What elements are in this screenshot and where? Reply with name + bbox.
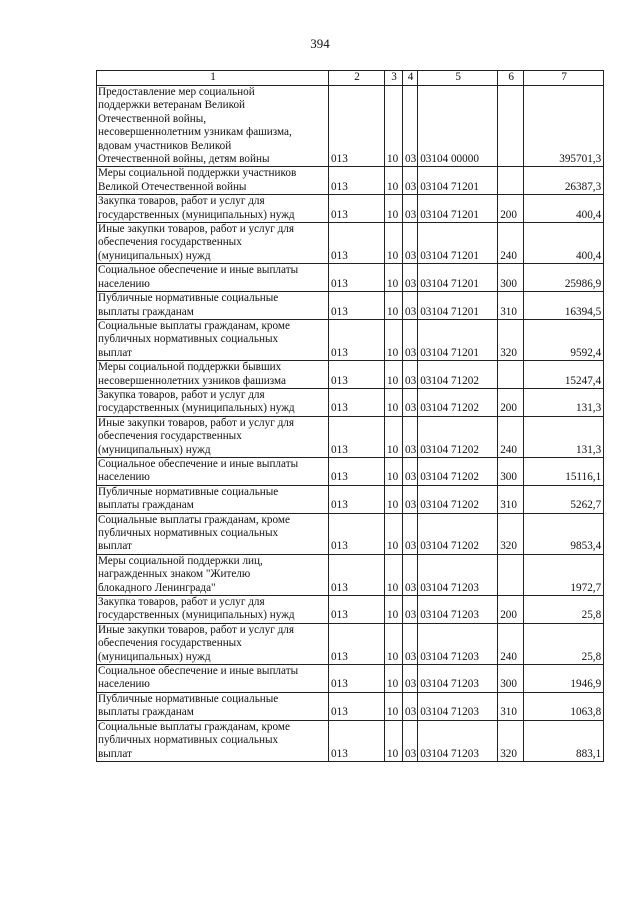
cell-ministry: 013 xyxy=(329,195,385,223)
cell-name: Закупка товаров, работ и услуг для государственных (муниципальных) нужд xyxy=(97,388,329,416)
cell-ministry: 013 xyxy=(329,554,385,595)
cell-ministry: 013 xyxy=(329,361,385,389)
table-row xyxy=(97,513,604,554)
cell-subsection: 03 xyxy=(403,388,418,416)
cell-subsection: 03 xyxy=(403,195,418,223)
cell-ministry: 013 xyxy=(329,264,385,292)
cell-amount: 26387,3 xyxy=(524,167,604,195)
cell-amount: 5262,7 xyxy=(524,485,604,513)
cell-expense-type xyxy=(498,554,524,595)
cell-name: Социальные выплаты гражданам, кроме публичных нормативных социальных выплат xyxy=(97,319,329,360)
cell-name: Социальное обеспечение и иные выплаты населению xyxy=(97,457,329,485)
cell-subsection: 03 xyxy=(403,86,418,167)
table-row xyxy=(97,195,604,223)
cell-expense-type: 200 xyxy=(498,195,524,223)
cell-expense-type: 200 xyxy=(498,596,524,624)
cell-ministry: 013 xyxy=(329,457,385,485)
cell-name: Социальное обеспечение и иные выплаты населению xyxy=(97,665,329,693)
cell-ministry: 013 xyxy=(329,513,385,554)
header-cell-name: 1 xyxy=(97,71,329,86)
budget-table xyxy=(96,70,604,762)
table-row xyxy=(97,457,604,485)
cell-expense-type: 300 xyxy=(498,264,524,292)
cell-name: Меры социальной поддержки участников Великой Отечественной войны xyxy=(97,167,329,195)
cell-amount: 400,4 xyxy=(524,223,604,264)
cell-expense-type xyxy=(498,361,524,389)
cell-ministry: 013 xyxy=(329,665,385,693)
table-row xyxy=(97,292,604,320)
cell-target: 03104 71203 xyxy=(418,623,498,664)
cell-target: 03104 71202 xyxy=(418,388,498,416)
cell-target: 03104 71203 xyxy=(418,554,498,595)
cell-target: 03104 71202 xyxy=(418,513,498,554)
cell-amount: 131,3 xyxy=(524,388,604,416)
cell-ministry: 013 xyxy=(329,485,385,513)
cell-target: 03104 71201 xyxy=(418,167,498,195)
cell-section: 10 xyxy=(385,457,403,485)
cell-name: Меры социальной поддержки лиц, награжденных знаком "Жителю блокадного Ленинграда" xyxy=(97,554,329,595)
cell-name: Меры социальной поддержки бывших несовершеннолетних узников фашизма xyxy=(97,361,329,389)
cell-amount: 25986,9 xyxy=(524,264,604,292)
cell-target: 03104 71202 xyxy=(418,485,498,513)
cell-subsection: 03 xyxy=(403,665,418,693)
table-row xyxy=(97,720,604,761)
cell-section: 10 xyxy=(385,388,403,416)
table-row xyxy=(97,416,604,457)
cell-section: 10 xyxy=(385,416,403,457)
cell-ministry: 013 xyxy=(329,292,385,320)
cell-amount: 25,8 xyxy=(524,623,604,664)
cell-name: Предоставление мер социальной поддержки ветеранам Великой Отечественной войны, несовершеннолетним узникам фашизма, вдовам участников Великой Отечественной войны, детям войны xyxy=(97,86,329,167)
cell-expense-type xyxy=(498,167,524,195)
cell-amount: 25,8 xyxy=(524,596,604,624)
cell-ministry: 013 xyxy=(329,167,385,195)
cell-expense-type: 310 xyxy=(498,292,524,320)
cell-target: 03104 71203 xyxy=(418,720,498,761)
cell-name: Иные закупки товаров, работ и услуг для обеспечения государственных (муниципальных) нужд xyxy=(97,623,329,664)
cell-expense-type: 240 xyxy=(498,623,524,664)
cell-name: Публичные нормативные социальные выплаты гражданам xyxy=(97,292,329,320)
cell-subsection: 03 xyxy=(403,513,418,554)
cell-name: Публичные нормативные социальные выплаты гражданам xyxy=(97,485,329,513)
cell-target: 03104 71201 xyxy=(418,264,498,292)
cell-amount: 16394,5 xyxy=(524,292,604,320)
cell-amount: 395701,3 xyxy=(524,86,604,167)
table-header-row xyxy=(97,71,604,86)
cell-section: 10 xyxy=(385,485,403,513)
cell-section: 10 xyxy=(385,167,403,195)
table-row xyxy=(97,167,604,195)
cell-section: 10 xyxy=(385,692,403,720)
cell-target: 03104 71202 xyxy=(418,361,498,389)
cell-amount: 1972,7 xyxy=(524,554,604,595)
page-number: 394 xyxy=(310,36,330,51)
table-row xyxy=(97,692,604,720)
cell-ministry: 013 xyxy=(329,86,385,167)
cell-ministry: 013 xyxy=(329,223,385,264)
cell-section: 10 xyxy=(385,623,403,664)
cell-section: 10 xyxy=(385,264,403,292)
cell-amount: 1946,9 xyxy=(524,665,604,693)
cell-name: Иные закупки товаров, работ и услуг для обеспечения государственных (муниципальных) нужд xyxy=(97,416,329,457)
cell-amount: 15116,1 xyxy=(524,457,604,485)
table-row xyxy=(97,264,604,292)
table-row xyxy=(97,86,604,167)
cell-subsection: 03 xyxy=(403,596,418,624)
cell-section: 10 xyxy=(385,86,403,167)
cell-name: Закупка товаров, работ и услуг для государственных (муниципальных) нужд xyxy=(97,596,329,624)
table-row xyxy=(97,554,604,595)
cell-expense-type: 200 xyxy=(498,388,524,416)
header-cell-amount: 7 xyxy=(524,71,604,86)
cell-subsection: 03 xyxy=(403,623,418,664)
cell-section: 10 xyxy=(385,195,403,223)
table-body xyxy=(97,86,604,762)
header-cell-section: 3 xyxy=(385,71,403,86)
cell-subsection: 03 xyxy=(403,167,418,195)
cell-amount: 883,1 xyxy=(524,720,604,761)
cell-expense-type: 320 xyxy=(498,720,524,761)
cell-subsection: 03 xyxy=(403,457,418,485)
cell-section: 10 xyxy=(385,223,403,264)
table-row xyxy=(97,485,604,513)
cell-subsection: 03 xyxy=(403,485,418,513)
cell-subsection: 03 xyxy=(403,319,418,360)
header-cell-subsection: 4 xyxy=(403,71,418,86)
cell-expense-type: 310 xyxy=(498,692,524,720)
cell-name: Иные закупки товаров, работ и услуг для обеспечения государственных (муниципальных) нужд xyxy=(97,223,329,264)
cell-ministry: 013 xyxy=(329,319,385,360)
cell-name: Социальные выплаты гражданам, кроме публичных нормативных социальных выплат xyxy=(97,513,329,554)
cell-amount: 15247,4 xyxy=(524,361,604,389)
cell-target: 03104 71203 xyxy=(418,596,498,624)
cell-ministry: 013 xyxy=(329,623,385,664)
cell-section: 10 xyxy=(385,292,403,320)
cell-expense-type: 240 xyxy=(498,223,524,264)
cell-amount: 131,3 xyxy=(524,416,604,457)
cell-subsection: 03 xyxy=(403,361,418,389)
table-row xyxy=(97,665,604,693)
cell-subsection: 03 xyxy=(403,292,418,320)
cell-section: 10 xyxy=(385,720,403,761)
cell-amount: 9853,4 xyxy=(524,513,604,554)
cell-expense-type xyxy=(498,86,524,167)
cell-subsection: 03 xyxy=(403,264,418,292)
cell-expense-type: 240 xyxy=(498,416,524,457)
cell-ministry: 013 xyxy=(329,692,385,720)
cell-section: 10 xyxy=(385,361,403,389)
table-row xyxy=(97,223,604,264)
cell-subsection: 03 xyxy=(403,416,418,457)
cell-ministry: 013 xyxy=(329,720,385,761)
cell-subsection: 03 xyxy=(403,554,418,595)
cell-section: 10 xyxy=(385,665,403,693)
table-row xyxy=(97,388,604,416)
cell-expense-type: 310 xyxy=(498,485,524,513)
cell-section: 10 xyxy=(385,513,403,554)
cell-ministry: 013 xyxy=(329,416,385,457)
table-row xyxy=(97,361,604,389)
cell-expense-type: 300 xyxy=(498,457,524,485)
cell-amount: 9592,4 xyxy=(524,319,604,360)
cell-target: 03104 71202 xyxy=(418,416,498,457)
cell-target: 03104 71203 xyxy=(418,665,498,693)
table-row xyxy=(97,596,604,624)
cell-name: Публичные нормативные социальные выплаты гражданам xyxy=(97,692,329,720)
table-row xyxy=(97,319,604,360)
header-cell-ministry: 2 xyxy=(329,71,385,86)
cell-name: Закупка товаров, работ и услуг для государственных (муниципальных) нужд xyxy=(97,195,329,223)
cell-expense-type: 300 xyxy=(498,665,524,693)
cell-ministry: 013 xyxy=(329,388,385,416)
cell-target: 03104 00000 xyxy=(418,86,498,167)
cell-section: 10 xyxy=(385,319,403,360)
cell-target: 03104 71201 xyxy=(418,319,498,360)
header-cell-target: 5 xyxy=(418,71,498,86)
cell-ministry: 013 xyxy=(329,596,385,624)
cell-section: 10 xyxy=(385,596,403,624)
cell-name: Социальное обеспечение и иные выплаты населению xyxy=(97,264,329,292)
cell-amount: 1063,8 xyxy=(524,692,604,720)
table-row xyxy=(97,623,604,664)
cell-target: 03104 71201 xyxy=(418,195,498,223)
cell-target: 03104 71203 xyxy=(418,692,498,720)
cell-expense-type: 320 xyxy=(498,319,524,360)
cell-target: 03104 71202 xyxy=(418,457,498,485)
cell-subsection: 03 xyxy=(403,720,418,761)
cell-target: 03104 71201 xyxy=(418,223,498,264)
cell-target: 03104 71201 xyxy=(418,292,498,320)
cell-subsection: 03 xyxy=(403,692,418,720)
cell-section: 10 xyxy=(385,554,403,595)
cell-amount: 400,4 xyxy=(524,195,604,223)
header-cell-expense-type: 6 xyxy=(498,71,524,86)
cell-subsection: 03 xyxy=(403,223,418,264)
cell-expense-type: 320 xyxy=(498,513,524,554)
cell-name: Социальные выплаты гражданам, кроме публичных нормативных социальных выплат xyxy=(97,720,329,761)
